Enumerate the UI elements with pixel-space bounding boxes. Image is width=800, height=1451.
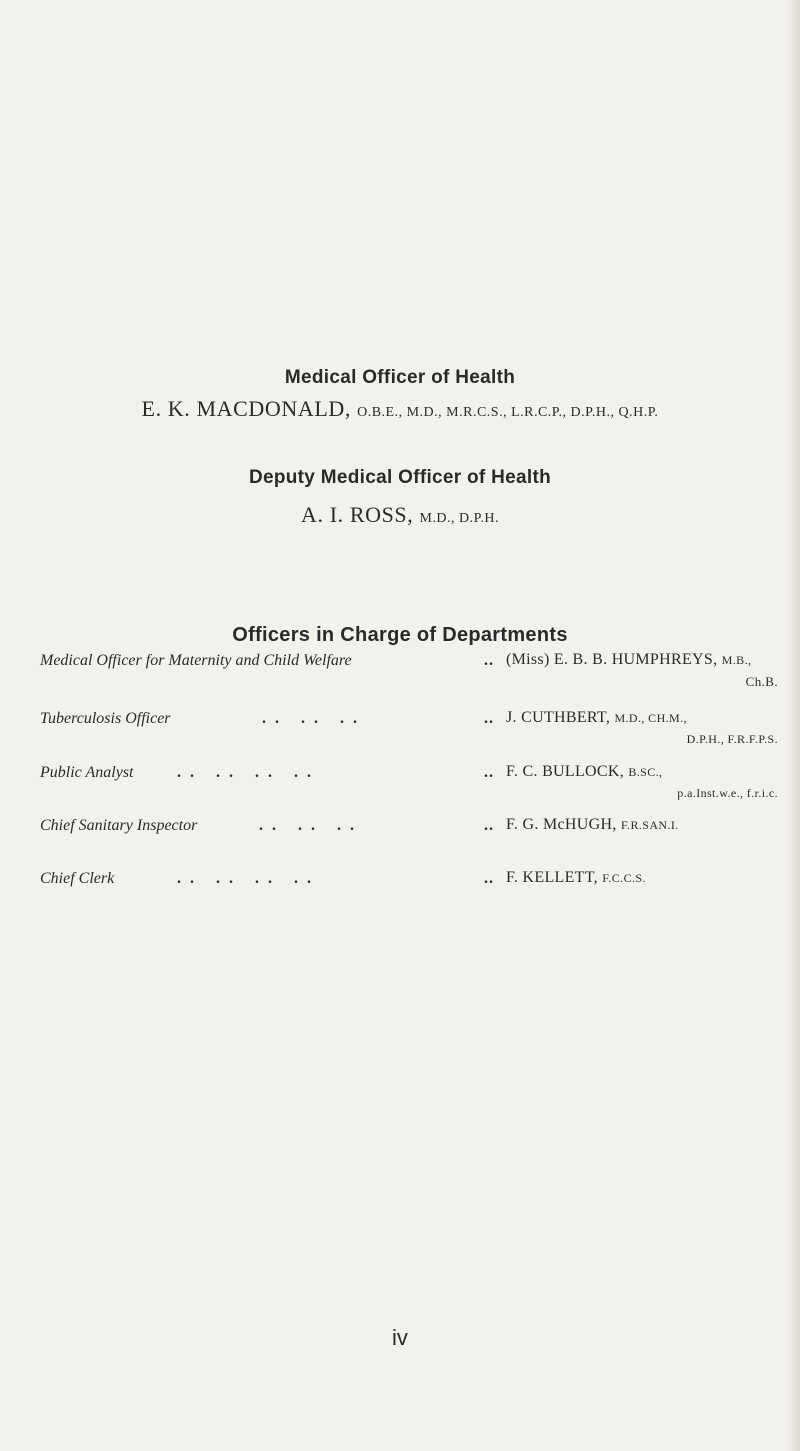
deputy-medical-officer-name: A. I. ROSS, <box>301 502 414 527</box>
medical-officer-heading: Medical Officer of Health <box>284 367 516 388</box>
role-leaders: .. .. .. <box>259 817 363 834</box>
medical-officer-name: E. K. MACDONALD, <box>141 396 351 421</box>
leader-dots: .. <box>484 710 494 727</box>
officer-name-text: J. CUTHBERT, <box>506 709 611 726</box>
officer-row-public-analyst <box>0 764 800 804</box>
officers-in-charge-heading: Officers in Charge of Departments <box>232 624 568 646</box>
officer-name <box>506 869 646 887</box>
role-leaders: .. .. .. .. <box>177 764 320 781</box>
deputy-medical-officer-heading: Deputy Medical Officer of Health <box>248 467 552 488</box>
officer-name <box>506 651 751 669</box>
role-leaders: .. .. .. .. <box>177 870 320 887</box>
role-leaders: .. .. .. <box>262 710 366 727</box>
officer-qualifications: F.R.SAN.I. <box>620 818 679 832</box>
officer-qualifications: M.D., CH.M., <box>614 711 687 725</box>
officer-name-text: F. C. BULLOCK, <box>506 763 625 780</box>
officer-qualifications: M.B., <box>721 653 752 667</box>
officer-row-maternity <box>0 652 800 692</box>
role-label: Medical Officer for Maternity and Child Welfare <box>40 652 352 669</box>
officer-name <box>506 709 687 727</box>
leader-dots: .. <box>484 764 494 781</box>
officer-qualifications: B.SC., <box>628 765 663 779</box>
officer-name <box>506 763 662 781</box>
role-label: Public Analyst <box>40 764 134 781</box>
medical-officer-line <box>0 396 800 422</box>
officer-name-text: (Miss) E. B. B. HUMPHREYS, <box>506 651 718 668</box>
role-label: Tuberculosis Officer <box>40 710 171 727</box>
leader-dots: .. <box>484 870 494 887</box>
officer-qualifications-continued: Ch.B. <box>745 674 778 689</box>
leader-dots: .. <box>484 652 494 669</box>
officer-qualifications-continued: p.a.Inst.w.e., f.r.i.c. <box>677 786 778 800</box>
officer-name-text: F. KELLETT, <box>506 869 598 886</box>
medical-officer-qualifications: O.B.E., M.D., M.R.C.S., L.R.C.P., D.P.H., Q.H.P. <box>357 405 659 420</box>
officer-qualifications-continued: D.P.H., F.R.F.P.S. <box>686 732 778 746</box>
deputy-medical-officer-line <box>0 502 800 528</box>
officer-row-chief-clerk <box>0 870 800 910</box>
leader-dots: .. <box>484 817 494 834</box>
page-number: iv <box>392 1325 408 1350</box>
role-label: Chief Sanitary Inspector <box>40 817 198 834</box>
deputy-medical-officer-qualifications: M.D., D.P.H. <box>419 511 499 526</box>
officer-row-sanitary-inspector <box>0 817 800 857</box>
role-label: Chief Clerk <box>40 870 115 887</box>
officer-name-text: F. G. McHUGH, <box>506 816 617 833</box>
officer-row-tuberculosis <box>0 710 800 750</box>
officer-qualifications: F.C.C.S. <box>602 871 646 885</box>
officer-name <box>506 816 679 834</box>
